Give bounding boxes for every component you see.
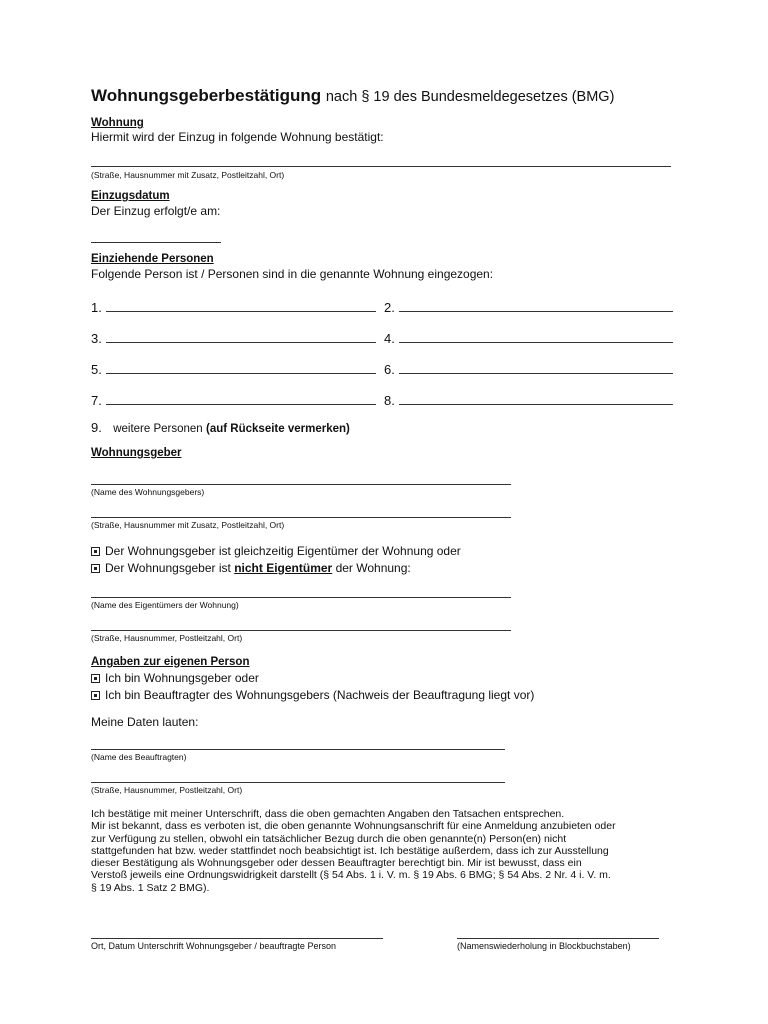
person-row-4 <box>384 331 673 346</box>
declaration-line: zur Verfügung zu stellen, obwohl ein tatsächlicher Bezug durch die oben genannte(n) Person(en) nicht <box>91 832 567 845</box>
person-number: 8. <box>384 393 395 408</box>
person-row-3 <box>91 331 376 346</box>
person-field-7[interactable] <box>106 404 376 405</box>
declaration-line: Ich bestätige mit meiner Unterschrift, dass die oben gemachten Angaben den Tatsachen entsprechen. <box>91 808 565 820</box>
person-number: 2. <box>384 300 395 315</box>
declaration-line: dieser Bestätigung als Wohnungsgeber oder dessen Beauftragter berechtigt bin. Mir ist bewusst, dass ein <box>91 857 582 870</box>
beauftragter-address-field[interactable] <box>91 782 505 783</box>
person-number: 6. <box>384 362 395 377</box>
weitere-personen-note: (auf Rückseite vermerken) <box>206 423 350 435</box>
person-number: 4. <box>384 331 395 346</box>
person-row-7 <box>91 393 376 408</box>
person-row-1 <box>91 300 376 315</box>
geber-address-field[interactable] <box>91 517 511 518</box>
checkbox-eigentuemer[interactable] <box>91 547 100 556</box>
einzug-text: Der Einzug erfolgt/e am: <box>91 204 221 218</box>
einzugsdatum-field[interactable] <box>91 242 221 243</box>
person-number: 9. <box>91 420 102 435</box>
person-field-6[interactable] <box>399 373 673 374</box>
beauftragter-name-hint: (Name des Beauftragten) <box>91 752 187 762</box>
title-sub: nach § 19 des Bundesmeldegesetzes (BMG) <box>325 89 615 105</box>
declaration-text <box>91 808 711 894</box>
person-field-2[interactable] <box>399 311 673 312</box>
person-field-3[interactable] <box>106 342 376 343</box>
person-number: 7. <box>91 393 102 408</box>
declaration-line: Mir ist bekannt, dass es verboten ist, die oben genannte Wohnungsanschrift für eine Anmeldung anzubieten oder <box>91 820 616 833</box>
declaration-line: Verstoß jeweils eine Ordnungswidrigkeit darstellt (§ 54 Abs. 1 i. V. m. § 19 Abs. 6 BMG; § 54 Abs. 2 Nr. 4 i. V. m. <box>91 869 611 882</box>
wohnung-address-field[interactable] <box>91 166 671 167</box>
person-number: 3. <box>91 331 102 346</box>
option-label: Der Wohnungsgeber ist <box>105 561 231 575</box>
person-row-9 <box>91 420 350 435</box>
owner-name-field[interactable] <box>91 597 511 598</box>
meine-daten-text: Meine Daten lauten: <box>91 715 199 729</box>
option-label: Der Wohnungsgeber ist gleichzeitig Eigentümer der Wohnung oder <box>105 544 461 558</box>
person-row-2 <box>384 300 673 315</box>
section-heading-wohnungsgeber: Wohnungsgeber <box>91 447 182 459</box>
geber-name-hint: (Name des Wohnungsgebers) <box>91 487 205 497</box>
section-heading-eigene-person: Angaben zur eigenen Person <box>91 656 250 668</box>
geber-address-hint: (Straße, Hausnummer mit Zusatz, Postleitzahl, Ort) <box>91 520 285 530</box>
declaration-line: stattgefunden hat bzw. weder stattfindet noch beabsichtigt ist. Ich bestätige außerdem, dass ich zur Ausstellung <box>91 844 609 857</box>
wohnung-address-hint: (Straße, Hausnummer mit Zusatz, Postleitzahl, Ort) <box>91 170 285 180</box>
option-label: der Wohnung: <box>335 561 411 575</box>
geber-option-nicht-eigentuemer[interactable] <box>91 561 411 575</box>
geber-option-eigentuemer[interactable] <box>91 544 461 558</box>
block-letters-field[interactable] <box>457 938 659 939</box>
person-number: 1. <box>91 300 102 315</box>
person-row-6 <box>384 362 673 377</box>
person-row-5 <box>91 362 376 377</box>
eigene-option-wohnungsgeber[interactable] <box>91 671 259 685</box>
person-field-8[interactable] <box>399 404 673 405</box>
geber-name-field[interactable] <box>91 484 511 485</box>
checkbox-wohnungsgeber[interactable] <box>91 674 100 683</box>
personen-text: Folgende Person ist / Personen sind in die genannte Wohnung eingezogen: <box>91 267 494 281</box>
signature-hint: Ort, Datum Unterschrift Wohnungsgeber / beauftragte Person <box>91 941 336 951</box>
person-number: 5. <box>91 362 102 377</box>
person-row-8 <box>384 393 673 408</box>
option-label-bold: nicht Eigentümer <box>234 561 333 575</box>
beauftragter-name-field[interactable] <box>91 749 505 750</box>
weitere-personen-text: weitere Personen <box>113 423 203 435</box>
option-label: Ich bin Wohnungsgeber oder <box>105 671 259 685</box>
section-heading-wohnung: Wohnung <box>91 117 144 129</box>
section-heading-einzugsdatum: Einzugsdatum <box>91 190 170 202</box>
beauftragter-address-hint: (Straße, Hausnummer, Postleitzahl, Ort) <box>91 785 243 795</box>
page-title <box>91 86 614 106</box>
owner-address-hint: (Straße, Hausnummer, Postleitzahl, Ort) <box>91 633 243 643</box>
title-main: Wohnungsgeberbestätigung <box>91 86 322 105</box>
section-heading-personen: Einziehende Personen <box>91 253 214 265</box>
declaration-line: § 19 Abs. 1 Satz 2 BMG). <box>91 881 210 894</box>
owner-name-hint: (Name des Eigentümers der Wohnung) <box>91 600 239 610</box>
checkbox-nicht-eigentuemer[interactable] <box>91 564 100 573</box>
signature-field[interactable] <box>91 938 383 939</box>
option-label: Ich bin Beauftragter des Wohnungsgebers (Nachweis der Beauftragung liegt vor) <box>105 688 535 702</box>
checkbox-beauftragter[interactable] <box>91 691 100 700</box>
person-field-5[interactable] <box>106 373 376 374</box>
person-field-4[interactable] <box>399 342 673 343</box>
wohnung-text: Hiermit wird der Einzug in folgende Wohnung bestätigt: <box>91 130 384 144</box>
eigene-option-beauftragter[interactable] <box>91 688 534 702</box>
person-field-1[interactable] <box>106 311 376 312</box>
block-letters-hint: (Namenswiederholung in Blockbuchstaben) <box>457 941 631 951</box>
owner-address-field[interactable] <box>91 630 511 631</box>
